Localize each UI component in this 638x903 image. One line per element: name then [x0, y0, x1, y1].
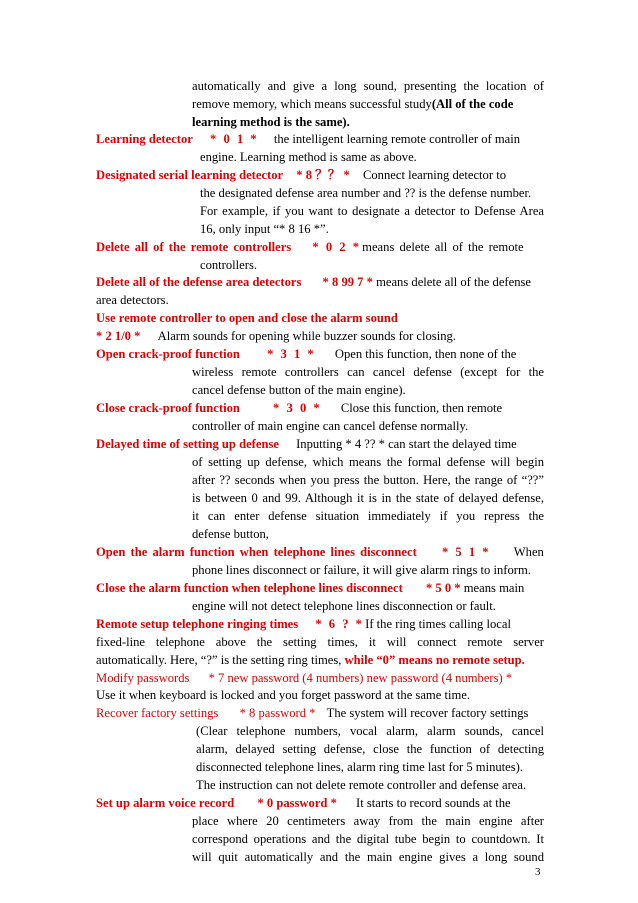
command-code: * 8 ？？ * [296, 168, 350, 182]
command-code: * 5 0 * [425, 581, 461, 595]
command-code: * 3 0 * [273, 401, 320, 415]
command-code: * 0 password * [257, 796, 337, 810]
section-delayed-defense: Delayed time of setting up defense Inputting * 4 ?? * can start the delayed time [96, 437, 517, 451]
section-open-crack-proof: Open crack-proof function * 3 1 * Open this function, then none of the [96, 347, 517, 361]
command-title: Close crack-proof function [96, 401, 240, 415]
command-code: * 3 1 * [267, 347, 314, 361]
section-learning-detector: Learning detector * 0 1 * the intelligent learning remote controller of main [96, 132, 521, 146]
text-line: will quit automatically and the main engine gives a long sound [192, 850, 544, 864]
section-open-line-alarm: Open the alarm function when telephone lines disconnect * 5 1 * When [96, 545, 544, 559]
command-title: Recover factory settings [96, 706, 219, 720]
text-line: automatically. Here, “?” is the setting ring times, while “0” means no remote setup. [96, 653, 525, 667]
command-title: Set up alarm voice record [96, 796, 235, 810]
text-line: area detectors. [96, 293, 169, 307]
text-line: phone lines disconnect or failure, it will give alarm rings to inform. [192, 563, 531, 577]
command-code: * 0 1 * [210, 132, 257, 146]
text-line: the designated defense area number and ?? is the defense number. [200, 186, 532, 200]
command-code: * 0 2 * [312, 240, 360, 254]
command-code: * 8 password * [239, 706, 316, 720]
section-ringing-times: Remote setup telephone ringing times * 6 ? * If the ring times calling local [96, 617, 511, 631]
text-line: learning method is the same). [192, 115, 350, 129]
section-close-line-alarm: Close the alarm function when telephone lines disconnect * 5 0 * means main [96, 581, 525, 595]
text-line: it can enter defense situation immediately if you repress the [192, 509, 544, 523]
text-line: Use it when keyboard is locked and you forget password at the same time. [96, 688, 470, 702]
text-line: correspond operations and the digital tube begin to countdown. It [192, 832, 544, 846]
command-title: Designated serial learning detector [96, 168, 284, 182]
text-line: (Clear telephone numbers, vocal alarm, alarm sounds, cancel [196, 724, 544, 738]
text-line: disconnected telephone lines, alarm ring time last for 5 minutes). [196, 760, 523, 774]
command-title: Delete all of the remote controllers [96, 240, 292, 254]
command-title: Delayed time of setting up defense [96, 437, 279, 451]
text-line: fixed-line telephone above the setting times, it will connect remote server [96, 635, 544, 649]
text-line: automatically and give a long sound, presenting the location of [192, 79, 544, 93]
text-line: wireless remote controllers can cancel defense (except for the [192, 365, 544, 379]
section-remote-alarm-sound: * 2 1/0 * Alarm sounds for opening while buzzer sounds for closing. [96, 329, 456, 343]
command-title: Open crack-proof function [96, 347, 240, 361]
section-designated-serial: Designated serial learning detector * 8 ？？ * Connect learning detector to [96, 168, 506, 182]
section-heading: Use remote controller to open and close the alarm sound [96, 311, 398, 325]
command-title: Remote setup telephone ringing times [96, 617, 299, 631]
section-close-crack-proof: Close crack-proof function * 3 0 * Close this function, then remote [96, 401, 503, 415]
command-code: * 7 new password (4 numbers) new password (4 numbers) * [208, 671, 513, 685]
section-delete-detectors: Delete all of the defense area detectors * 8 99 7 * means delete all of the defense [96, 275, 531, 289]
section-voice-record: Set up alarm voice record * 0 password * It starts to record sounds at the [96, 796, 511, 810]
command-code: * 6 ? * [315, 617, 362, 631]
text-line: 16, only input “* 8 16 *”. [200, 222, 329, 236]
command-code: * 8 99 7 * [322, 275, 373, 289]
text-line: is between 0 and 99. Although it is in the state of delayed defense, [192, 491, 544, 505]
text-line: controllers. [200, 258, 258, 272]
text-line: defense button, [192, 527, 269, 541]
command-title: Delete all of the defense area detectors [96, 275, 302, 289]
command-code: * 5 1 * [441, 545, 489, 559]
text-line: engine. Learning method is same as above. [200, 150, 417, 164]
command-title: Learning detector [96, 132, 193, 146]
text-line: after ?? seconds when you press the button. Here, the range of “??” [192, 473, 544, 487]
section-delete-remote: Delete all of the remote controllers * 0 2 * means delete all of the remote [96, 240, 524, 254]
text-line: alarm, delayed setting defense, close the function of detecting [196, 742, 544, 756]
text-line: For example, if you want to designate a detector to Defense Area [200, 204, 544, 218]
page-number: 3 [535, 866, 541, 878]
command-title: Close the alarm function when telephone lines disconnect [96, 581, 403, 595]
command-code: * 2 1/0 * [96, 329, 141, 343]
text-line: of setting up defense, which means the formal defense will begin [192, 455, 544, 469]
text-line: engine will not detect telephone lines disconnection or fault. [192, 599, 496, 613]
command-title: Modify passwords [96, 671, 190, 685]
text-line: controller of main engine can cancel defense normally. [192, 419, 469, 433]
text-line: remove memory, which means successful study(All of the code [192, 97, 514, 111]
command-title: Open the alarm function when telephone lines disconnect [96, 545, 417, 559]
text-line: place where 20 centimeters away from the main engine after [192, 814, 544, 828]
text-line: The instruction can not delete remote controller and defense area. [196, 778, 527, 792]
section-recover-factory: Recover factory settings * 8 password * The system will recover factory settings [96, 706, 529, 720]
section-modify-passwords [96, 669, 512, 687]
text-line: cancel defense button of the main engine). [192, 383, 406, 397]
